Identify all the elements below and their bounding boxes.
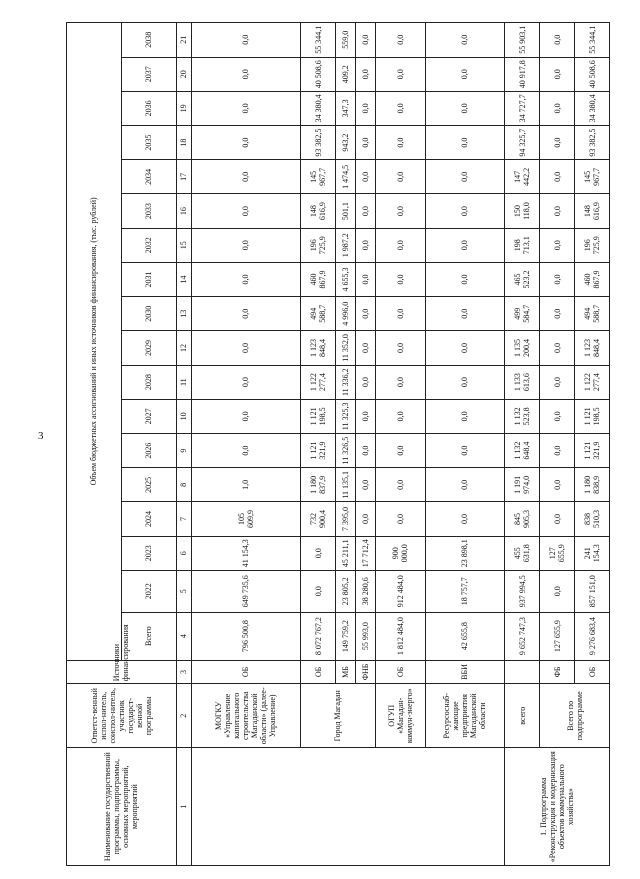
row-value: 1 133 613,6 <box>505 365 540 399</box>
row-value: 0,0 <box>375 126 425 160</box>
row-value: 649 735,6 <box>191 570 301 612</box>
row-value: 0,0 <box>540 23 575 58</box>
year-header: 2033 <box>121 194 176 228</box>
row-value: 0,0 <box>425 160 505 194</box>
row-source: ОБ <box>375 660 425 684</box>
row-value: 0,0 <box>540 228 575 262</box>
row-value: 105 609,9 <box>191 502 301 536</box>
row-value: 1 135 200,4 <box>505 331 540 365</box>
row-value: 0,0 <box>191 23 301 58</box>
row-value: 0,0 <box>355 23 375 58</box>
row-value: 40 508,6 <box>575 57 610 91</box>
row-value: 0,0 <box>425 399 505 433</box>
row-value: 0,0 <box>540 126 575 160</box>
row-value: 1 191 974,0 <box>505 468 540 502</box>
row-value: 0,0 <box>355 399 375 433</box>
row-value: 55 903,1 <box>505 23 540 58</box>
row-value: 845 905,3 <box>505 502 540 536</box>
row-total: 1 812 484,0 <box>375 612 425 660</box>
column-number: 12 <box>176 331 191 365</box>
column-number: 19 <box>176 91 191 125</box>
row-value: 0,0 <box>355 331 375 365</box>
row-value: 1 132 523,8 <box>505 399 540 433</box>
row-value: 409,2 <box>336 57 356 91</box>
row-value: 0,0 <box>191 228 301 262</box>
row-value: 465 523,2 <box>505 262 540 296</box>
row-source: ВБИ <box>425 660 505 684</box>
row-executor: Всего по подпрограмме <box>540 684 610 748</box>
row-source: МБ <box>336 660 356 684</box>
row-value: 145 967,7 <box>575 160 610 194</box>
row-value: 0,0 <box>375 399 425 433</box>
row-value: 0,0 <box>540 331 575 365</box>
column-number: 11 <box>176 365 191 399</box>
table-row <box>191 23 301 866</box>
row-value: 0,0 <box>540 91 575 125</box>
row-value: 11 326,5 <box>336 433 356 467</box>
row-value: 0,0 <box>355 194 375 228</box>
row-total: 127 655,9 <box>540 612 575 660</box>
row-executor: всего <box>505 684 540 748</box>
table-row <box>425 23 505 866</box>
row-value: 0,0 <box>375 365 425 399</box>
row-name <box>191 748 505 866</box>
row-value: 0,0 <box>425 23 505 58</box>
table-row <box>505 23 540 866</box>
row-value: 900 000,0 <box>375 536 425 570</box>
row-value: 0,0 <box>355 91 375 125</box>
row-value: 494 588,7 <box>301 297 336 331</box>
row-value: 0,0 <box>425 126 505 160</box>
row-value: 93 382,5 <box>301 126 336 160</box>
year-header: 2035 <box>121 126 176 160</box>
year-header: 2022 <box>121 570 176 612</box>
row-value: 40 917,8 <box>505 57 540 91</box>
row-value: 1 121 198,5 <box>301 399 336 433</box>
row-value: 0,0 <box>375 433 425 467</box>
row-value: 0,0 <box>355 502 375 536</box>
year-header: 2027 <box>121 399 176 433</box>
row-value: 127 655,9 <box>540 536 575 570</box>
row-executor: Город Магадан <box>301 684 376 748</box>
row-value: 11 352,0 <box>336 331 356 365</box>
row-value: 0,0 <box>191 57 301 91</box>
row-value: 0,0 <box>425 57 505 91</box>
row-value: 1 474,5 <box>336 160 356 194</box>
year-header: 2028 <box>121 365 176 399</box>
row-value: 0,0 <box>540 468 575 502</box>
row-total: 9 652 747,3 <box>505 612 540 660</box>
row-total: 55 993,0 <box>355 612 375 660</box>
column-number: 18 <box>176 126 191 160</box>
row-value: 0,0 <box>375 297 425 331</box>
year-header: 2038 <box>121 23 176 58</box>
row-value: 38 280,6 <box>355 570 375 612</box>
year-header: 2026 <box>121 433 176 467</box>
row-value: 0,0 <box>355 228 375 262</box>
year-header: 2037 <box>121 57 176 91</box>
row-value: 0,0 <box>375 228 425 262</box>
row-value: 0,0 <box>540 297 575 331</box>
row-value: 732 900,4 <box>301 502 336 536</box>
row-value: 1 121 321,9 <box>575 433 610 467</box>
row-source <box>505 660 540 684</box>
year-header: 2023 <box>121 536 176 570</box>
table-row <box>540 23 575 866</box>
row-total: 149 759,2 <box>336 612 356 660</box>
row-value: 23 898,1 <box>425 536 505 570</box>
row-value: 11 325,3 <box>336 399 356 433</box>
row-value: 0,0 <box>191 365 301 399</box>
row-value: 148 616,9 <box>575 194 610 228</box>
row-value: 241 154,3 <box>575 536 610 570</box>
row-value: 1 121 321,9 <box>301 433 336 467</box>
header-funding: Объем бюджетных ассигнований и иных источников финансирования, (тыс. рублей) <box>67 23 122 661</box>
row-value: 1 123 848,4 <box>301 331 336 365</box>
row-value: 937 994,5 <box>505 570 540 612</box>
row-total: 9 276 683,4 <box>575 612 610 660</box>
year-header: 2030 <box>121 297 176 331</box>
row-value: 93 382,5 <box>575 126 610 160</box>
row-value: 0,0 <box>540 502 575 536</box>
row-value: 34 380,4 <box>575 91 610 125</box>
row-source: ОБ <box>301 660 336 684</box>
row-value: 1 122 277,4 <box>301 365 336 399</box>
rotated-table-area <box>66 22 610 866</box>
row-value: 838 510,3 <box>575 502 610 536</box>
row-value: 0,0 <box>375 160 425 194</box>
row-value: 0,0 <box>191 126 301 160</box>
year-header: 2034 <box>121 160 176 194</box>
row-source: ОБ <box>575 660 610 684</box>
row-value: 0,0 <box>540 57 575 91</box>
row-total: 42 655,8 <box>425 612 505 660</box>
row-value: 460 867,9 <box>575 262 610 296</box>
row-value: 1 180 838,9 <box>575 468 610 502</box>
row-value: 0,0 <box>425 194 505 228</box>
row-value: 0,0 <box>425 331 505 365</box>
row-value: 0,0 <box>375 262 425 296</box>
row-value: 0,0 <box>425 365 505 399</box>
row-value: 55 344,1 <box>301 23 336 58</box>
row-value: 1 121 198,5 <box>575 399 610 433</box>
row-value: 196 725,9 <box>575 228 610 262</box>
row-value: 1 180 837,9 <box>301 468 336 502</box>
year-header: 2025 <box>121 468 176 502</box>
row-value: 0,0 <box>191 399 301 433</box>
row-value: 145 967,7 <box>301 160 336 194</box>
row-total: 8 072 767,2 <box>301 612 336 660</box>
column-number: 1 <box>176 748 191 866</box>
row-value: 0,0 <box>375 468 425 502</box>
row-total: 796 500,8 <box>191 612 301 660</box>
column-number: 8 <box>176 468 191 502</box>
row-value: 40 508,6 <box>301 57 336 91</box>
row-value: 4 655,3 <box>336 262 356 296</box>
row-value: 0,0 <box>375 331 425 365</box>
row-value: 34 727,7 <box>505 91 540 125</box>
row-value: 198 713,1 <box>505 228 540 262</box>
row-value: 347,3 <box>336 91 356 125</box>
row-value: 0,0 <box>191 297 301 331</box>
table-row <box>375 23 425 866</box>
row-value: 0,0 <box>355 297 375 331</box>
row-value: 0,0 <box>540 160 575 194</box>
row-value: 857 151,0 <box>575 570 610 612</box>
year-header: 2032 <box>121 228 176 262</box>
row-value: 0,0 <box>355 160 375 194</box>
row-executor: МОГКУ «Управление капитального строительства Магаданской области» (далее- Управление) <box>191 684 301 748</box>
column-number: 6 <box>176 536 191 570</box>
row-value: 0,0 <box>540 194 575 228</box>
row-value: 499 584,7 <box>505 297 540 331</box>
column-number: 21 <box>176 23 191 58</box>
column-number: 17 <box>176 160 191 194</box>
row-value: 0,0 <box>191 433 301 467</box>
row-value: 147 442,2 <box>505 160 540 194</box>
header-executor: Ответст-венный испол-нитель, соиспол-нитель, участник государст-венной программы <box>67 684 177 748</box>
row-value: 4 996,0 <box>336 297 356 331</box>
row-value: 17 712,4 <box>355 536 375 570</box>
column-number: 20 <box>176 57 191 91</box>
funding-table <box>66 22 610 866</box>
row-value: 455 631,8 <box>505 536 540 570</box>
row-value: 23 805,2 <box>336 570 356 612</box>
row-value: 0,0 <box>191 331 301 365</box>
row-value: 0,0 <box>540 399 575 433</box>
row-value: 0,0 <box>375 502 425 536</box>
column-number: 5 <box>176 570 191 612</box>
row-value: 45 211,1 <box>336 536 356 570</box>
row-value: 196 725,9 <box>301 228 336 262</box>
row-value: 11 135,1 <box>336 468 356 502</box>
column-number: 16 <box>176 194 191 228</box>
row-value: 94 325,7 <box>505 126 540 160</box>
row-value: 1 122 277,4 <box>575 365 610 399</box>
row-value: 1 987,2 <box>336 228 356 262</box>
row-value: 0,0 <box>375 91 425 125</box>
row-value: 0,0 <box>375 57 425 91</box>
column-number: 2 <box>176 684 191 748</box>
row-value: 11 336,2 <box>336 365 356 399</box>
table-row <box>301 23 336 866</box>
row-value: 0,0 <box>301 570 336 612</box>
row-value: 1,0 <box>191 468 301 502</box>
row-value: 0,0 <box>375 23 425 58</box>
row-executor: ОГУП «Магадан-коммун-энерго» <box>375 684 425 748</box>
column-number: 13 <box>176 297 191 331</box>
column-number: 10 <box>176 399 191 433</box>
row-value: 0,0 <box>375 194 425 228</box>
column-number: 7 <box>176 502 191 536</box>
header-name: Наименование государственной программы, подпрограммы, основных мероприятий, мероприятий <box>67 748 177 866</box>
row-value: 0,0 <box>425 91 505 125</box>
row-name: 1. Подпрограмма «Реконструкция и модернизация объектов коммунального хозяйства» <box>505 748 610 866</box>
row-executor: Ресурсоснаб-жающие предприятия Магаданской области <box>425 684 505 748</box>
row-value: 0,0 <box>301 536 336 570</box>
row-value: 0,0 <box>540 433 575 467</box>
row-value: 0,0 <box>425 297 505 331</box>
row-value: 0,0 <box>355 126 375 160</box>
row-value: 0,0 <box>191 160 301 194</box>
row-value: 0,0 <box>425 433 505 467</box>
row-source: ФБ <box>540 660 575 684</box>
row-value: 0,0 <box>540 570 575 612</box>
row-value: 18 757,7 <box>425 570 505 612</box>
column-number: 14 <box>176 262 191 296</box>
row-value: 0,0 <box>355 365 375 399</box>
column-number: 9 <box>176 433 191 467</box>
row-value: 55 344,1 <box>575 23 610 58</box>
row-value: 0,0 <box>425 502 505 536</box>
row-value: 7 395,0 <box>336 502 356 536</box>
row-value: 494 588,7 <box>575 297 610 331</box>
row-value: 943,2 <box>336 126 356 160</box>
row-value: 0,0 <box>355 433 375 467</box>
row-value: 501,1 <box>336 194 356 228</box>
row-value: 0,0 <box>425 262 505 296</box>
row-value: 0,0 <box>191 194 301 228</box>
row-value: 150 118,0 <box>505 194 540 228</box>
row-value: 460 867,9 <box>301 262 336 296</box>
row-value: 148 616,9 <box>301 194 336 228</box>
column-number: 4 <box>176 612 191 660</box>
row-value: 912 484,0 <box>375 570 425 612</box>
column-number: 15 <box>176 228 191 262</box>
year-header: 2024 <box>121 502 176 536</box>
row-value: 0,0 <box>355 468 375 502</box>
row-source: ФНБ <box>355 660 375 684</box>
row-value: 0,0 <box>425 468 505 502</box>
row-value: 0,0 <box>425 228 505 262</box>
row-value: 0,0 <box>540 262 575 296</box>
page-number: 3 <box>38 430 44 442</box>
row-value: 0,0 <box>191 91 301 125</box>
column-number: 3 <box>176 660 191 684</box>
header-total: Всего <box>121 612 176 660</box>
row-value: 1 123 848,4 <box>575 331 610 365</box>
row-value: 0,0 <box>355 262 375 296</box>
year-header: 2031 <box>121 262 176 296</box>
row-value: 0,0 <box>191 262 301 296</box>
header-source: Источники финансирования <box>67 660 177 684</box>
year-header: 2029 <box>121 331 176 365</box>
row-value: 0,0 <box>540 365 575 399</box>
row-value: 1 132 648,4 <box>505 433 540 467</box>
row-value: 41 154,3 <box>191 536 301 570</box>
row-value: 34 380,4 <box>301 91 336 125</box>
year-header: 2036 <box>121 91 176 125</box>
row-source: ОБ <box>191 660 301 684</box>
row-value: 0,0 <box>355 57 375 91</box>
row-value: 559,0 <box>336 23 356 58</box>
